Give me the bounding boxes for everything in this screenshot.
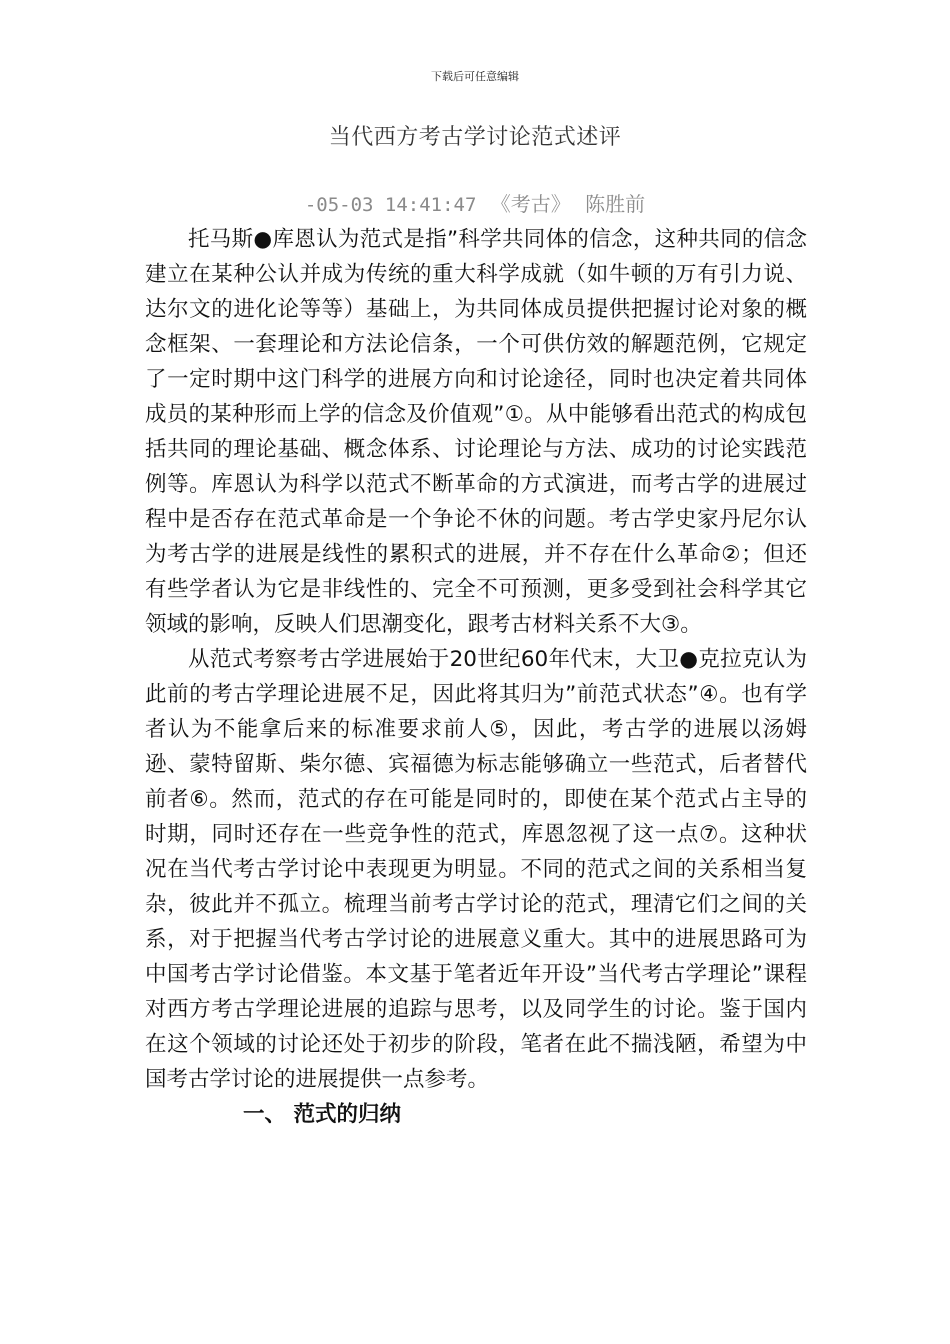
section-heading: 一、 范式的归纳 <box>243 1102 401 1127</box>
publish-date: -05-03 14:41:47 <box>304 194 477 216</box>
header-note: 下载后可任意编辑 <box>431 70 519 83</box>
article-body <box>145 222 807 1132</box>
author-name: 陈胜前 <box>585 192 646 216</box>
document-title: 当代西方考古学讨论范式述评 <box>328 125 622 150</box>
source-journal: 《考古》 <box>490 192 571 216</box>
paragraph-1: 托马斯●库恩认为范式是指”科学共同体的信念，这种共同的信念建立在某种公认并成为传统的重大科学成就（如牛顿的万有引力说、达尔文的进化论等等）基础上，为共同体成员提供把握讨论对象的概念框架、一套理论和方法论信条，一个可供仿效的解题范例，它规定了一定时期中这门科学的进展方向和讨论途径，同时也决定着共同体成员的某种形而上学的信念及价值观”①。从中能够看出范式的构成包括共同的理论基础、概念体系、讨论理论与方法、成功的讨论实践范例等。库恩认为科学以范式不断革命的方式演进，而考古学的进展过程中是否存在范式革命是一个争论不休的问题。考古学史家丹尼尔认为考古学的进展是线性的累积式的进展，并不存在什么革命②；但还有些学者认为它是非线性的、完全不可预测，更多受到社会科学其它领域的影响，反映人们思潮变化，跟考古材料关系不大③。 <box>145 227 807 637</box>
paragraph-2: 从范式考察考古学进展始于20世纪60年代末，大卫●克拉克认为此前的考古学理论进展不足，因此将其归为”前范式状态”④。也有学者认为不能拿后来的标准要求前人⑤，因此，考古学的进展以汤姆逊、蒙特留斯、柴尔德、宾福德为标志能够确立一些范式，后者替代前者⑥。然而，范式的存在可能是同时的，即使在某个范式占主导的时期，同时还存在一些竞争性的范式，库恩忽视了这一点⑦。这种状况在当代考古学讨论中表现更为明显。不同的范式之间的关系相当复杂，彼此并不孤立。梳理当前考古学讨论的范式，理清它们之间的关系，对于把握当代考古学讨论的进展意义重大。其中的进展思路可为中国考古学讨论借鉴。本文基于笔者近年开设”当代考古学理论”课程对西方考古学理论进展的追踪与思考，以及同学生的讨论。鉴于国内在这个领域的讨论还处于初步的阶段，笔者在此不揣浅陋，希望为中国考古学讨论的进展提供一点参考。 <box>145 647 807 1092</box>
article-meta <box>0 188 950 217</box>
